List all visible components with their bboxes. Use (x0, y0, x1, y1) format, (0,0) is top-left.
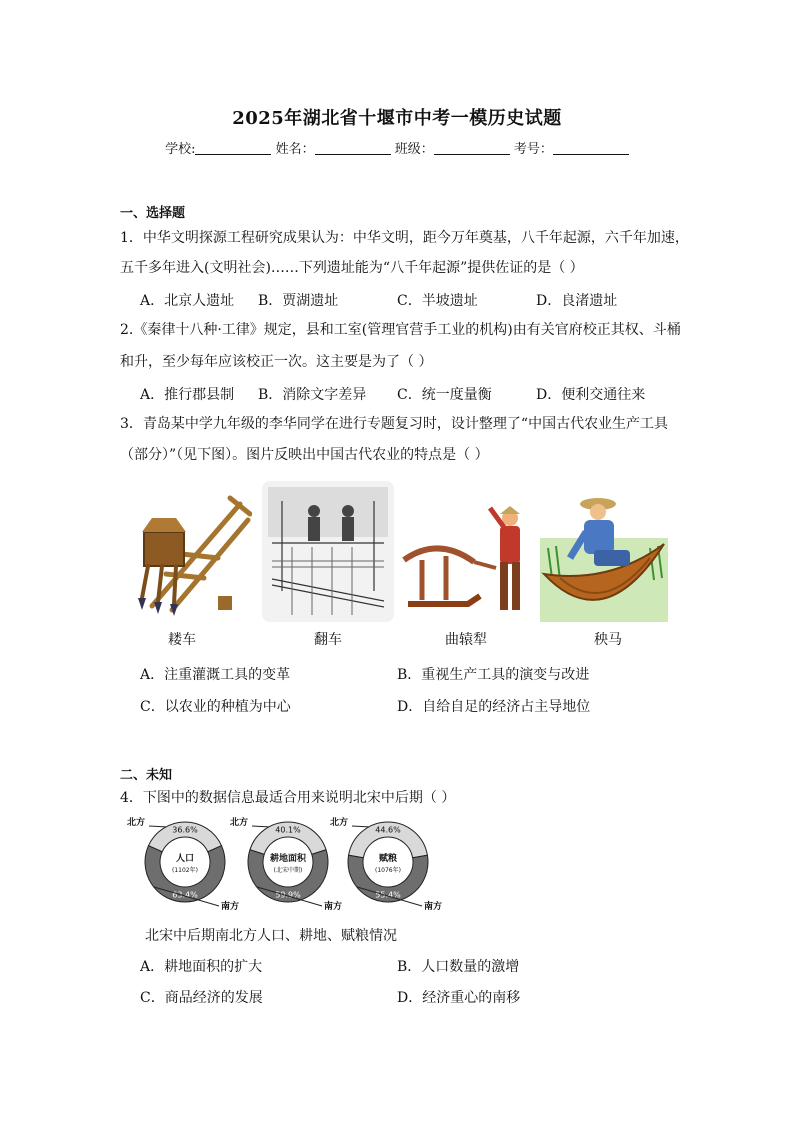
south-label: 南方 (424, 902, 443, 912)
donut-label-south: 59.9% (275, 890, 301, 900)
q3-option-b[interactable]: B．重视生产工具的演变与改进 (397, 667, 590, 683)
seed-drill-image (122, 486, 252, 622)
north-label: 北方 (127, 818, 146, 828)
section-heading-unknown: 二、未知 (120, 768, 173, 783)
q3-option-d[interactable]: D．自给自足的经济占主导地位 (397, 699, 591, 715)
page-title: 2025年湖北省十堰市中考一模历史试题 (232, 108, 562, 129)
q4-chart-caption: 北宋中后期南北方人口、耕地、赋粮情况 (145, 928, 397, 944)
donut-charts (120, 814, 450, 914)
north-label: 北方 (230, 818, 249, 828)
section-heading-choice: 一、选择题 (120, 206, 186, 221)
class-field[interactable] (434, 141, 510, 155)
q2-option-a[interactable]: A．推行郡县制 (140, 387, 235, 403)
q2-option-c[interactable]: C．统一度量衡 (397, 387, 492, 403)
donut-label-north: 44.6% (375, 825, 401, 835)
school-field[interactable] (195, 141, 271, 155)
name-field[interactable] (315, 141, 391, 155)
q4-option-d[interactable]: D．经济重心的南移 (397, 990, 521, 1006)
south-label: 南方 (324, 902, 343, 912)
q3-stem-line2: （部分）”（见下图）。图片反映出中国古代农业的特点是（ ） (120, 447, 489, 463)
north-leader-line (252, 826, 269, 827)
name-label: 姓名： (275, 142, 315, 157)
caption-curved-plough: 曲辕犁 (445, 632, 487, 648)
q3-option-a[interactable]: A．注重灌溉工具的变革 (140, 667, 291, 683)
q3-stem-line1: 3．青岛某中学九年级的李华同学在进行专题复习时，设计整理了“中国古代农业生产工具 (120, 416, 669, 432)
water-wheel-image (262, 481, 394, 622)
student-info-row (0, 138, 794, 157)
caption-seed-drill: 耧车 (168, 632, 196, 648)
donut-label-south: 63.4% (172, 890, 198, 900)
north-label: 北方 (330, 818, 349, 828)
q2-option-d[interactable]: D．便利交通往来 (536, 387, 646, 403)
donut-center-sub: (1076年) (375, 867, 401, 874)
north-leader-line (352, 826, 369, 827)
q2-stem-line1: 2.《秦律十八种·工律》规定，县和工室(管理官营手工业的机构)由有关官府校正其权、斗桶 (120, 322, 681, 338)
q4-option-a[interactable]: A．耕地面积的扩大 (140, 959, 263, 975)
donut-label-south: 55.4% (375, 890, 401, 900)
q4-stem-line1: 4．下图中的数据信息最适合用来说明北宋中后期（ ） (120, 790, 456, 806)
south-label: 南方 (221, 902, 240, 912)
donut-center-sub: (1102年) (172, 867, 198, 874)
donut-center-title: 耕地面积 (269, 854, 307, 864)
donut-center-title: 赋粮 (378, 854, 398, 864)
class-label: 班级： (394, 142, 434, 157)
q3-option-c[interactable]: C．以农业的种植为中心 (140, 699, 291, 715)
donut-label-north: 40.1% (275, 825, 301, 835)
q1-stem-line2: 五千多年进入(文明社会)……下列遗址能为“八千年起源”提供佐证的是（ ） (120, 260, 584, 276)
q1-option-d[interactable]: D．良渚遗址 (536, 293, 618, 309)
donut-center-title: 人口 (175, 854, 195, 864)
school-label: 学校: (165, 142, 196, 157)
q1-option-a[interactable]: A．北京人遗址 (140, 293, 235, 309)
q2-stem-line2: 和升，至少每年应该校正一次。这主要是为了（ ） (120, 354, 433, 370)
exam-no-field[interactable] (553, 141, 629, 155)
q1-option-c[interactable]: C．半坡遗址 (397, 293, 478, 309)
donut-center-sub: (北宋中期) (273, 867, 303, 874)
north-leader-line (149, 826, 166, 827)
q1-stem-line1: 1．中华文明探源工程研究成果认为：中华文明，距今万年奠基，八千年起源，六千年加速， (120, 230, 689, 246)
rice-seedling-boat-image (540, 488, 668, 622)
q4-option-b[interactable]: B．人口数量的激增 (397, 959, 520, 975)
donut-label-north: 36.6% (172, 825, 198, 835)
q1-option-b[interactable]: B．贾湖遗址 (258, 293, 339, 309)
caption-rice-seedling-boat: 秧马 (594, 632, 622, 648)
q2-option-b[interactable]: B．消除文字差异 (258, 387, 367, 403)
exam-no-label: 考号： (513, 142, 553, 157)
q4-option-c[interactable]: C．商品经济的发展 (140, 990, 263, 1006)
caption-water-wheel: 翻车 (314, 632, 342, 648)
curved-plough-image (398, 500, 536, 620)
